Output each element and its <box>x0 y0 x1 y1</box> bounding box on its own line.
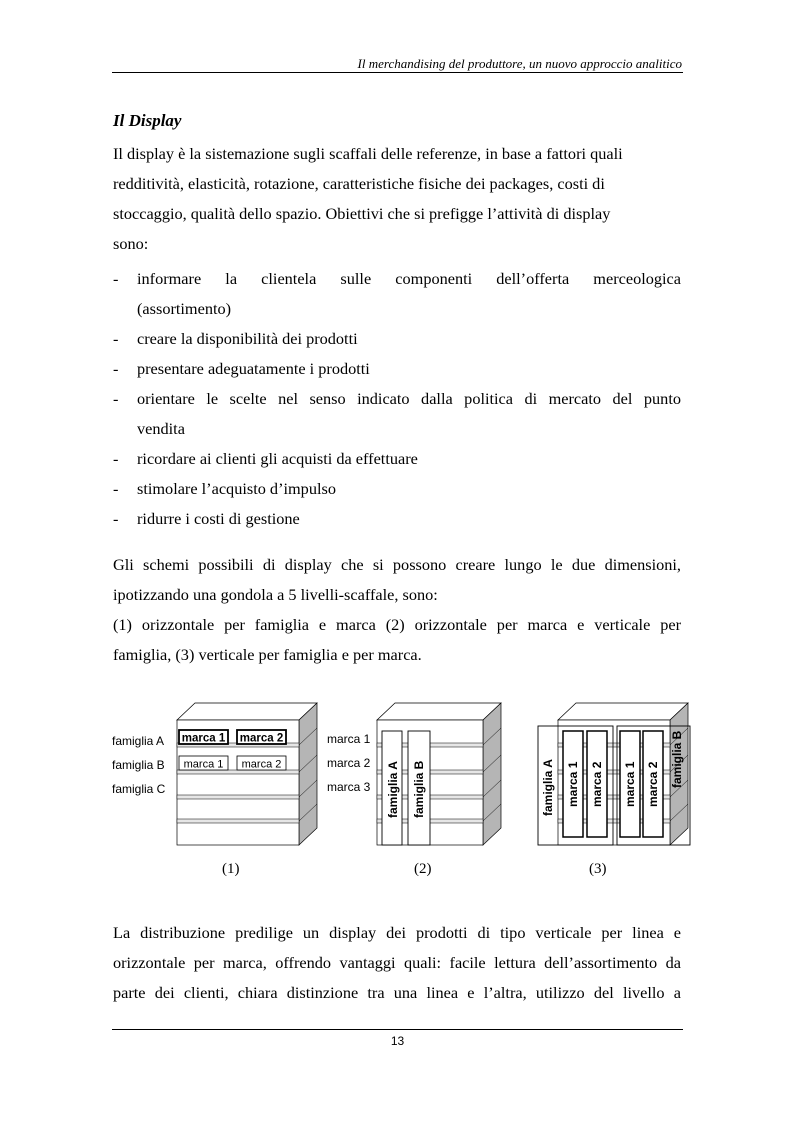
list-item <box>113 504 681 534</box>
intro-paragraph <box>113 139 681 259</box>
list-item-line: informare la clientela sulle componenti dell’offerta merceologica <box>137 269 681 288</box>
running-header: Il merchandising del produttore, un nuovo approccio analitico <box>357 56 682 71</box>
d1-brand-label-bold: marca 2 <box>239 732 284 745</box>
d1-brand-label: marca 2 <box>241 758 282 771</box>
section-title: Il Display <box>113 111 182 130</box>
schemes-paragraph <box>113 550 681 670</box>
bullet-dash: - <box>113 389 119 408</box>
list-item-line: creare la disponibilità dei prodotti <box>137 329 358 348</box>
list-item <box>113 264 681 324</box>
footer-rule <box>112 1029 683 1030</box>
schemes-line-4: famiglia, (3) verticale per famiglia e per marca. <box>113 645 422 664</box>
closing-paragraph <box>113 918 681 1008</box>
d2-row-label: marca 2 <box>327 756 371 770</box>
list-item-line: orientare le scelte nel senso indicato dalla politica di mercato del punto <box>137 389 681 408</box>
d1-brand-label: marca 1 <box>183 758 224 771</box>
d2-row-label: marca 3 <box>327 780 371 794</box>
d2-family-label: famiglia A <box>386 761 400 818</box>
figure-caption-2: (2) <box>414 861 432 877</box>
figure-caption-1: (1) <box>222 861 240 877</box>
d2-row-label: marca 1 <box>327 732 371 746</box>
closing-line-3: parte dei clienti, chiara distinzione tra una linea e l’altra, utilizzo del livello a <box>113 983 681 1002</box>
d3-brand-label: marca 2 <box>590 761 604 807</box>
bullet-dash: - <box>113 359 119 378</box>
bullet-dash: - <box>113 329 119 348</box>
closing-line-1: La distribuzione predilige un display dei prodotti di tipo verticale per linea e <box>113 923 681 942</box>
list-item <box>113 384 681 444</box>
header-rule <box>112 72 683 73</box>
d3-brand-label: marca 1 <box>566 761 580 807</box>
page-number: 13 <box>390 1034 405 1048</box>
d1-brand-label-bold: marca 1 <box>181 732 226 745</box>
list-item-line: (assortimento) <box>137 299 232 318</box>
intro-line-1: Il display è la sistemazione sugli scaffali delle referenze, in base a fattori quali <box>113 144 623 163</box>
schemes-line-1: Gli schemi possibili di display che si possono creare lungo le due dimensioni, <box>113 555 681 574</box>
bullet-dash: - <box>113 509 119 528</box>
d2-family-label: famiglia B <box>412 760 426 818</box>
figure-caption-3: (3) <box>589 861 607 877</box>
list-item-line: ricordare ai clienti gli acquisti da effettuare <box>137 449 418 468</box>
d3-family-label: famiglia B <box>670 730 684 788</box>
d1-row-label: famiglia A <box>112 734 165 748</box>
list-item-line: ridurre i costi di gestione <box>137 509 300 528</box>
intro-line-3: stoccaggio, qualità dello spazio. Obiettivi che si prefigge l’attività di display <box>113 204 611 223</box>
objectives-list <box>113 264 681 534</box>
list-item-line: presentare adeguatamente i prodotti <box>137 359 370 378</box>
diagram-2-gondola <box>377 703 501 845</box>
display-schemes-diagram <box>0 690 793 860</box>
d3-brand-label: marca 1 <box>623 761 637 807</box>
schemes-line-3: (1) orizzontale per famiglia e marca (2) orizzontale per marca e verticale per <box>113 615 681 634</box>
diagram-1-gondola <box>177 703 317 845</box>
intro-line-4: sono: <box>113 234 149 253</box>
d1-row-label: famiglia C <box>112 782 166 796</box>
list-item-line: stimolare l’acquisto d’impulso <box>137 479 336 498</box>
d1-row-label: famiglia B <box>112 758 165 772</box>
bullet-dash: - <box>113 449 119 468</box>
list-item-line: vendita <box>137 419 185 438</box>
intro-line-2: redditività, elasticità, rotazione, caratteristiche fisiche dei packages, costi di <box>113 174 605 193</box>
list-item <box>113 324 681 354</box>
bullet-dash: - <box>113 269 119 288</box>
d3-brand-label: marca 2 <box>646 761 660 807</box>
diagram-3-gondola <box>538 703 690 845</box>
bullet-dash: - <box>113 479 119 498</box>
list-item <box>113 474 681 504</box>
schemes-line-2: ipotizzando una gondola a 5 livelli-scaffale, sono: <box>113 585 438 604</box>
d3-family-label: famiglia A <box>541 759 555 816</box>
closing-line-2: orizzontale per marca, offrendo vantaggi quali: facile lettura dell’assortimento da <box>113 953 681 972</box>
list-item <box>113 354 681 384</box>
list-item <box>113 444 681 474</box>
